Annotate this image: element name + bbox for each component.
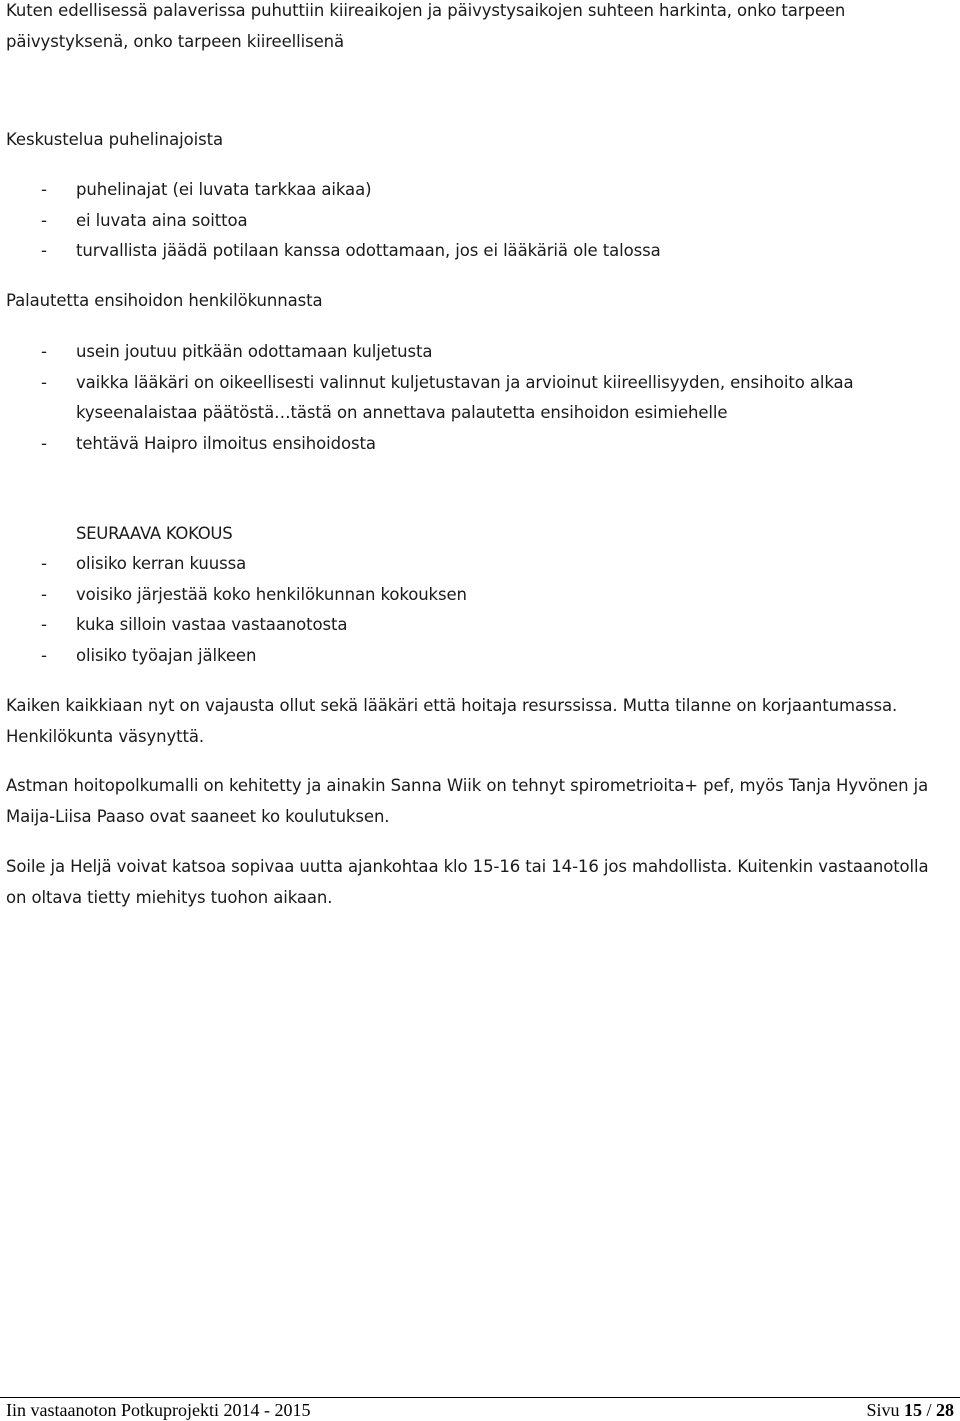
feedback-heading: Palautetta ensihoidon henkilökunnasta bbox=[6, 291, 323, 310]
paragraph-schedule: Soile ja Heljä voivat katsoa sopivaa uutta ajankohtaa klo 15-16 tai 14-16 jos mahdollista. Kuitenkin vastaanotolla on oltava tietty miehitys tuohon aikaan. bbox=[6, 857, 929, 907]
paragraph-resources: Kaiken kaikkiaan nyt on vajausta ollut sekä lääkäri että hoitaja resurssissa. Mutta tilanne on korjaantumassa. Henkilökunta väsynyttä. bbox=[6, 696, 898, 746]
list-item: - puhelinajat (ei luvata tarkkaa aikaa) bbox=[41, 180, 372, 199]
list-item: - olisiko kerran kuussa bbox=[41, 554, 247, 573]
next-meeting-heading: SEURAAVA KOKOUS bbox=[76, 524, 233, 543]
page-separator: / bbox=[926, 1400, 932, 1420]
intro-paragraph: Kuten edellisessä palaverissa puhuttiin kiireaikojen ja päivystysaikojen suhteen harkinta, onko tarpeen päivystyksenä, onko tarpeen kiireellisenä bbox=[6, 1, 846, 51]
list-item: - usein joutuu pitkään odottamaan kuljetusta bbox=[41, 342, 433, 361]
list-item: - tehtävä Haipro ilmoitus ensihoidosta bbox=[41, 433, 376, 453]
phone-heading: Keskustelua puhelinajoista bbox=[6, 130, 223, 149]
page-label: Sivu bbox=[866, 1400, 900, 1420]
footer-divider bbox=[0, 1397, 960, 1398]
paragraph-asthma: Astman hoitopolkumalli on kehitetty ja ainakin Sanna Wiik on tehnyt spirometrioita+ pef, myös Tanja Hyvönen ja Maija-Liisa Paaso ovat saaneet ko koulutuksen. bbox=[6, 776, 929, 826]
list-item: - voisiko järjestää koko henkilökunnan kokouksen bbox=[41, 584, 467, 604]
list-item: - olisiko työajan jälkeen bbox=[41, 645, 257, 665]
list-item: - vaikka lääkäri on oikeellisesti valinnut kuljetustavan ja arvioinut kiireellisyyden, ensihoito alkaa kyseenalaistaa päätöstä…tästä on annettava palautetta ensihoidon esimiehelle bbox=[41, 372, 854, 422]
page-total: 28 bbox=[936, 1400, 954, 1420]
feedback-list bbox=[6, 337, 946, 459]
next-meeting-list bbox=[6, 549, 946, 671]
phone-list bbox=[6, 175, 946, 267]
list-item: - kuka silloin vastaa vastaanotosta bbox=[41, 615, 348, 634]
footer-title: Iin vastaanoton Potkuprojekti 2014 - 2015 bbox=[6, 1400, 311, 1420]
list-item: - ei luvata aina soittoa bbox=[41, 210, 248, 230]
list-item: - turvallista jäädä potilaan kanssa odottamaan, jos ei lääkäriä ole talossa bbox=[41, 241, 661, 260]
page-number bbox=[866, 1400, 954, 1421]
page-current: 15 bbox=[903, 1400, 922, 1420]
